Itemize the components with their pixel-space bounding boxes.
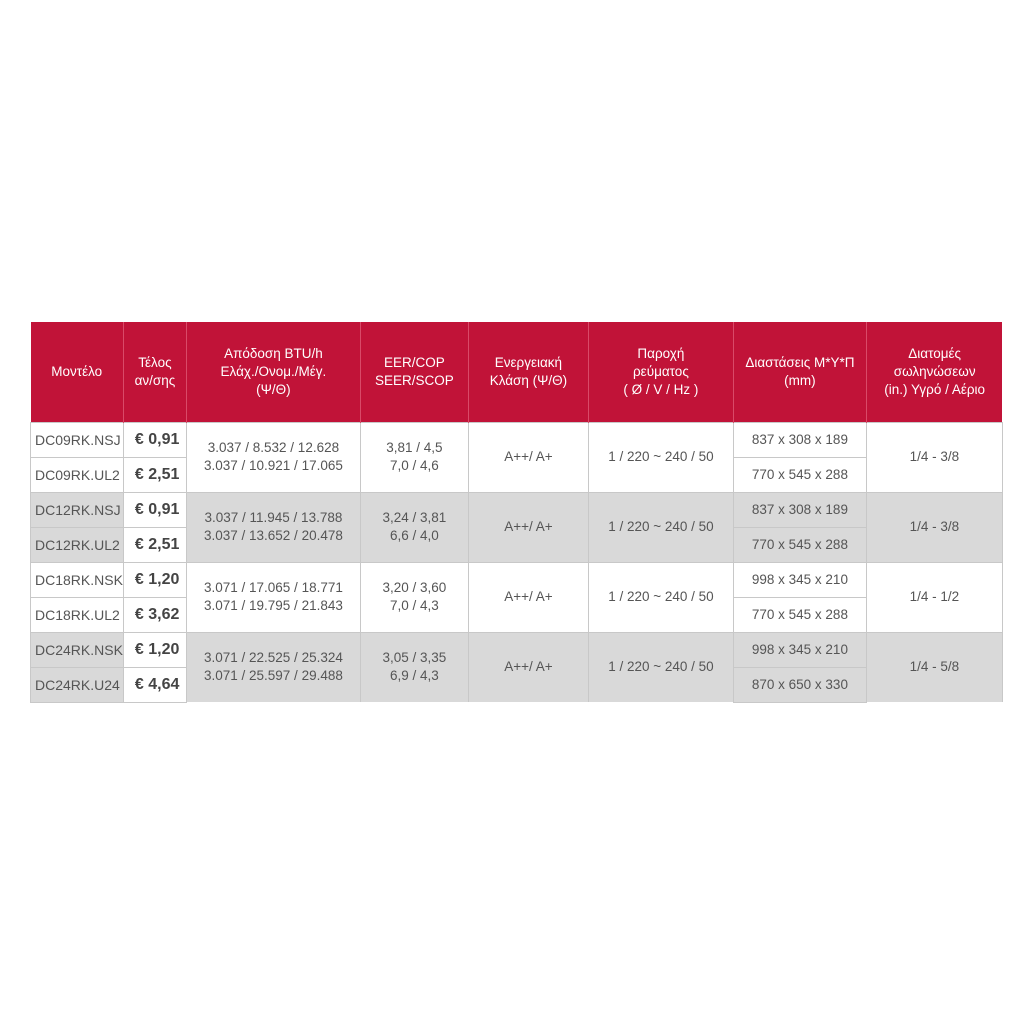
- header-dimensions: Διαστάσεις Μ*Υ*Π (mm): [733, 322, 866, 422]
- header-pipes: Διατομές σωληνώσεων (in.) Υγρό / Αέριο: [866, 322, 1002, 422]
- energy-class-cell: A++/ A+: [468, 422, 588, 492]
- table-row: [31, 422, 1003, 457]
- fee-cell: € 0,91: [123, 422, 186, 457]
- dimensions-cell: 998 x 345 x 210: [733, 562, 866, 597]
- energy-class-cell: A++/ A+: [468, 492, 588, 562]
- energy-class-cell: A++/ A+: [468, 562, 588, 632]
- dimensions-cell: 837 x 308 x 189: [733, 492, 866, 527]
- model-cell: DC18RK.NSK: [31, 562, 124, 597]
- model-cell: DC09RK.UL2: [31, 457, 124, 492]
- power-supply-cell: 1 / 220 ~ 240 / 50: [588, 632, 733, 702]
- fee-cell: € 0,91: [123, 492, 186, 527]
- pipes-cell: 1/4 - 1/2: [866, 562, 1002, 632]
- fee-cell: € 1,20: [123, 632, 186, 667]
- fee-cell: € 1,20: [123, 562, 186, 597]
- btu-cell: 3.037 / 8.532 / 12.628 3.037 / 10.921 / 17.065: [186, 422, 360, 492]
- pipes-cell: 1/4 - 3/8: [866, 422, 1002, 492]
- model-cell: DC09RK.NSJ: [31, 422, 124, 457]
- table-row: [31, 492, 1003, 527]
- dimensions-cell: 770 x 545 x 288: [733, 527, 866, 562]
- model-cell: DC12RK.UL2: [31, 527, 124, 562]
- model-cell: DC24RK.U24: [31, 667, 124, 702]
- model-cell: DC24RK.NSK: [31, 632, 124, 667]
- model-group-dc12: [31, 492, 1003, 562]
- fee-cell: € 2,51: [123, 527, 186, 562]
- model-cell: DC18RK.UL2: [31, 597, 124, 632]
- table-header: [31, 322, 1003, 422]
- eer-cell: 3,81 / 4,5 7,0 / 4,6: [360, 422, 468, 492]
- power-supply-cell: 1 / 220 ~ 240 / 50: [588, 422, 733, 492]
- eer-cell: 3,20 / 3,60 7,0 / 4,3: [360, 562, 468, 632]
- dimensions-cell: 998 x 345 x 210: [733, 632, 866, 667]
- table-row: [31, 632, 1003, 667]
- power-supply-cell: 1 / 220 ~ 240 / 50: [588, 492, 733, 562]
- fee-cell: € 2,51: [123, 457, 186, 492]
- dimensions-cell: 770 x 545 x 288: [733, 597, 866, 632]
- model-group-dc18: [31, 562, 1003, 632]
- header-power-supply: Παροχή ρεύματος ( Ø / V / Hz ): [588, 322, 733, 422]
- dimensions-cell: 870 x 650 x 330: [733, 667, 866, 702]
- model-group-dc24: [31, 632, 1003, 702]
- pipes-cell: 1/4 - 3/8: [866, 492, 1002, 562]
- header-row: [31, 322, 1003, 422]
- header-energy-class: Ενεργειακή Κλάση (Ψ/Θ): [468, 322, 588, 422]
- fee-cell: € 3,62: [123, 597, 186, 632]
- btu-cell: 3.071 / 22.525 / 25.324 3.071 / 25.597 / 29.488: [186, 632, 360, 702]
- header-btu: Απόδοση BTU/h Ελάχ./Ονομ./Μέγ. (Ψ/Θ): [186, 322, 360, 422]
- power-supply-cell: 1 / 220 ~ 240 / 50: [588, 562, 733, 632]
- model-group-dc09: [31, 422, 1003, 492]
- dimensions-cell: 770 x 545 x 288: [733, 457, 866, 492]
- table-row: [31, 562, 1003, 597]
- fee-cell: € 4,64: [123, 667, 186, 702]
- spec-table: [30, 322, 1003, 703]
- btu-cell: 3.071 / 17.065 / 18.771 3.071 / 19.795 / 21.843: [186, 562, 360, 632]
- pipes-cell: 1/4 - 5/8: [866, 632, 1002, 702]
- header-model: Μοντέλο: [31, 322, 124, 422]
- eer-cell: 3,24 / 3,81 6,6 / 4,0: [360, 492, 468, 562]
- energy-class-cell: A++/ A+: [468, 632, 588, 702]
- header-eer: EER/COP SEER/SCOP: [360, 322, 468, 422]
- btu-cell: 3.037 / 11.945 / 13.788 3.037 / 13.652 / 20.478: [186, 492, 360, 562]
- model-cell: DC12RK.NSJ: [31, 492, 124, 527]
- dimensions-cell: 837 x 308 x 189: [733, 422, 866, 457]
- eer-cell: 3,05 / 3,35 6,9 / 4,3: [360, 632, 468, 702]
- header-fee: Τέλος αν/σης: [123, 322, 186, 422]
